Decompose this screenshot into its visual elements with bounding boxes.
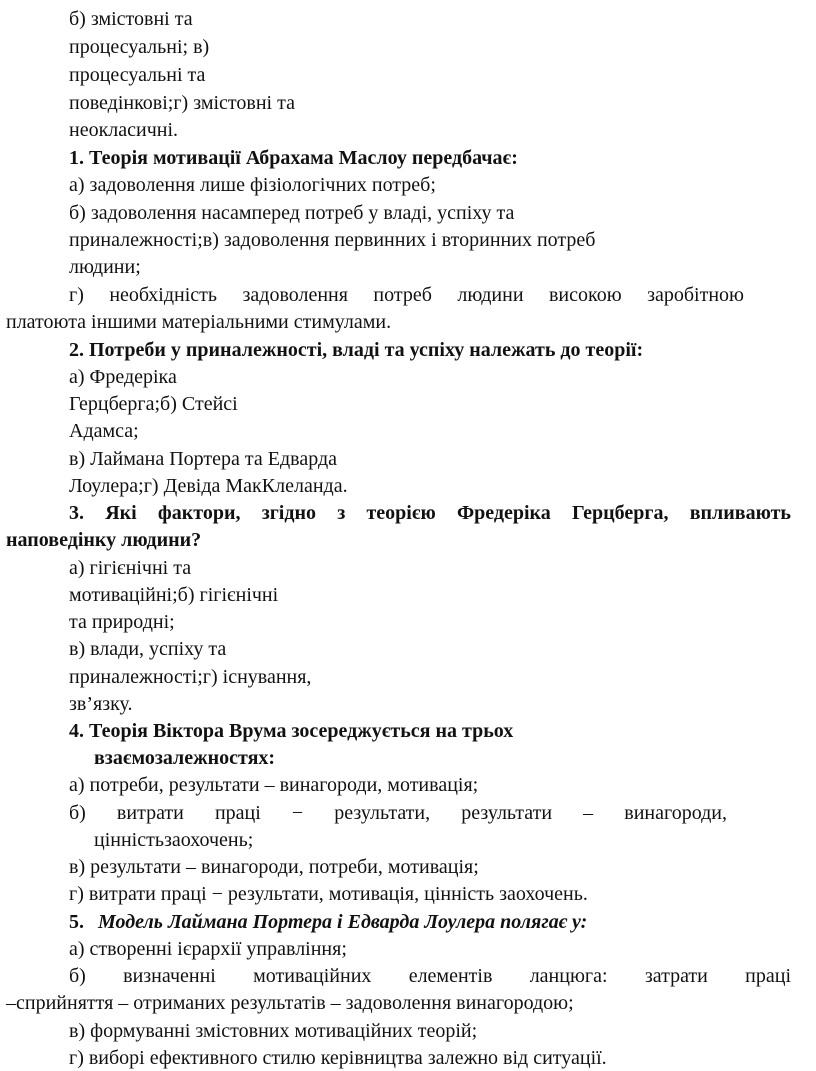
question-4-option-a: а) потреби, результати – винагороди, мотивація; <box>69 774 479 796</box>
question-4-option-b-line-2: цінністьзаохочень; <box>94 829 254 851</box>
question-1-option-a: а) задоволення лише фізіологічних потреб; <box>69 174 436 196</box>
question-3-line-2: мотиваційні;б) гігієнічні <box>69 584 279 606</box>
intro-line-4: поведінкові;г) змістовні та <box>69 92 295 114</box>
question-5-option-v: в) формуванні змістовних мотиваційних теорій; <box>69 1020 478 1042</box>
question-1-title: 1. Теорія мотивації Абрахама Маслоу передбачає: <box>69 147 518 169</box>
question-1-option-g-line-1: г) необхідність задоволення потреб людини високою заробітною <box>69 284 744 306</box>
question-3-title-line-2: наповедінку людини? <box>6 529 202 551</box>
question-4-option-b-line-1: б) витрати праці − результати, результати – винагороди, <box>69 802 727 824</box>
question-5-title <box>69 909 587 935</box>
question-2-line-2: Герцберга;б) Стейсі <box>69 393 238 415</box>
intro-line-3: процесуальні та <box>69 64 206 86</box>
question-1-option-b-line-1: б) задоволення насамперед потреб у владі, успіху та <box>69 202 515 224</box>
question-5-option-b-line-2: –сприйняття – отриманих результатів – задоволення винагородою; <box>6 992 574 1014</box>
question-3-line-6: зв’язку. <box>69 693 133 715</box>
question-3-line-1: а) гігієнічні та <box>69 557 192 579</box>
intro-line-2: процесуальні; в) <box>69 36 210 58</box>
question-2-title: 2. Потреби у приналежності, владі та успіху належать до теорії: <box>69 339 644 361</box>
question-2-line-4: в) Лаймана Портера та Едварда <box>69 448 337 470</box>
intro-line-5: неокласичні. <box>69 119 179 141</box>
question-2-line-1: а) Фредеріка <box>69 366 177 388</box>
question-3-line-4: в) влади, успіху та <box>69 638 227 660</box>
question-3-title-line-1: 3. Які фактори, згідно з теорією Фредеріка Герцберга, впливають <box>69 502 791 524</box>
question-4-title-line-2: взаємозалежностях: <box>94 747 276 769</box>
question-1-option-g-line-2: платоюта іншими матеріальними стимулами. <box>6 311 392 333</box>
question-2-line-5: Лоулера;г) Девіда МакКлеланда. <box>69 475 348 497</box>
question-2-line-3: Адамса; <box>69 420 139 442</box>
question-5-option-b-line-1: б) визначенні мотиваційних елементів ланцюга: затрати праці <box>69 965 791 987</box>
question-5-title-text: Модель Лаймана Портера і Едварда Лоулера полягає у: <box>98 911 588 933</box>
question-5-option-g: г) виборі ефективного стилю керівництва залежно від ситуації. <box>69 1047 607 1069</box>
question-5-option-a: а) створенні ієрархії управління; <box>69 938 347 960</box>
question-3-line-5: приналежності;г) існування, <box>69 666 312 688</box>
question-1-option-b-line-2: приналежності;в) задоволення первинних і вторинних потреб <box>69 229 596 251</box>
question-4-option-v: в) результати – винагороди, потреби, мотивація; <box>69 856 479 878</box>
question-4-title-line-1: 4. Теорія Віктора Врума зосереджується на трьох <box>69 720 514 742</box>
intro-line-1: б) змістовні та <box>69 8 193 30</box>
question-3-line-3: та природні; <box>69 611 175 633</box>
question-1-option-b-line-3: людини; <box>69 256 141 278</box>
question-4-option-g: г) витрати праці − результати, мотивація, цінність заохочень. <box>69 883 588 905</box>
question-5-number: 5. <box>69 911 84 933</box>
